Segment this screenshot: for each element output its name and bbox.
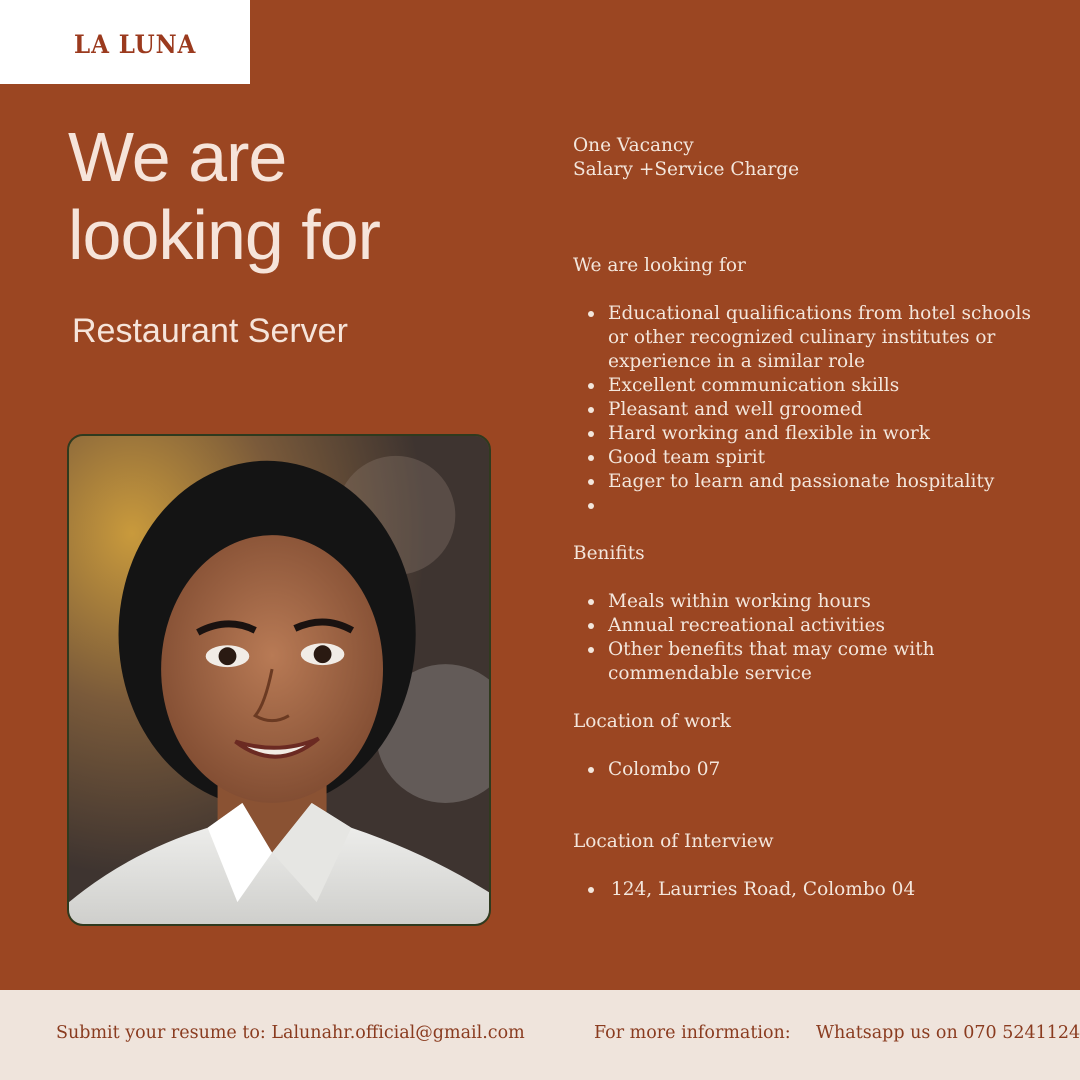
list-item: Hard working and flexible in work <box>573 422 1043 446</box>
requirements-list <box>573 302 1043 518</box>
vacancy-text: One Vacancy <box>573 135 694 156</box>
list-item: Other benefits that may come with commendable service <box>573 638 1043 686</box>
list-item: Meals within working hours <box>573 590 1043 614</box>
submit-resume-text: Submit your resume to: Lalunahr.official@gmail.com <box>56 1023 525 1043</box>
more-info-label: For more information: <box>594 1023 791 1043</box>
list-item: 124, Laurries Road, Colombo 04 <box>573 878 1043 902</box>
list-item: Colombo 07 <box>573 758 1043 782</box>
footer <box>0 990 1080 1080</box>
list-item: Eager to learn and passionate hospitality <box>573 470 1043 494</box>
benefits-list <box>573 590 1043 686</box>
interview-location-list <box>573 878 1043 902</box>
list-item <box>573 494 1043 518</box>
list-item: Annual recreational activities <box>573 614 1043 638</box>
portrait-photo <box>67 434 491 926</box>
job-details <box>573 134 1043 902</box>
list-item: Excellent communication skills <box>573 374 1043 398</box>
job-title: Restaurant Server <box>72 312 348 350</box>
logo-container <box>0 0 250 84</box>
brand-logo: LA LUNA <box>74 30 197 59</box>
interview-location-heading: Location of Interview <box>573 831 774 852</box>
work-location-heading: Location of work <box>573 711 731 732</box>
salary-text: Salary +Service Charge <box>573 159 800 180</box>
benefits-heading: Benifits <box>573 543 645 564</box>
headline-line-1: We are <box>68 118 287 196</box>
requirements-heading: We are looking for <box>573 255 746 276</box>
list-item: Good team spirit <box>573 446 1043 470</box>
headline <box>68 118 380 274</box>
headline-line-2: looking for <box>68 196 380 274</box>
list-item: Educational qualifications from hotel schools or other recognized culinary institutes or experience in a similar role <box>573 302 1043 374</box>
whatsapp-text: Whatsapp us on 070 5241124 <box>816 1023 1080 1043</box>
work-location-list <box>573 758 1043 782</box>
list-item: Pleasant and well groomed <box>573 398 1043 422</box>
